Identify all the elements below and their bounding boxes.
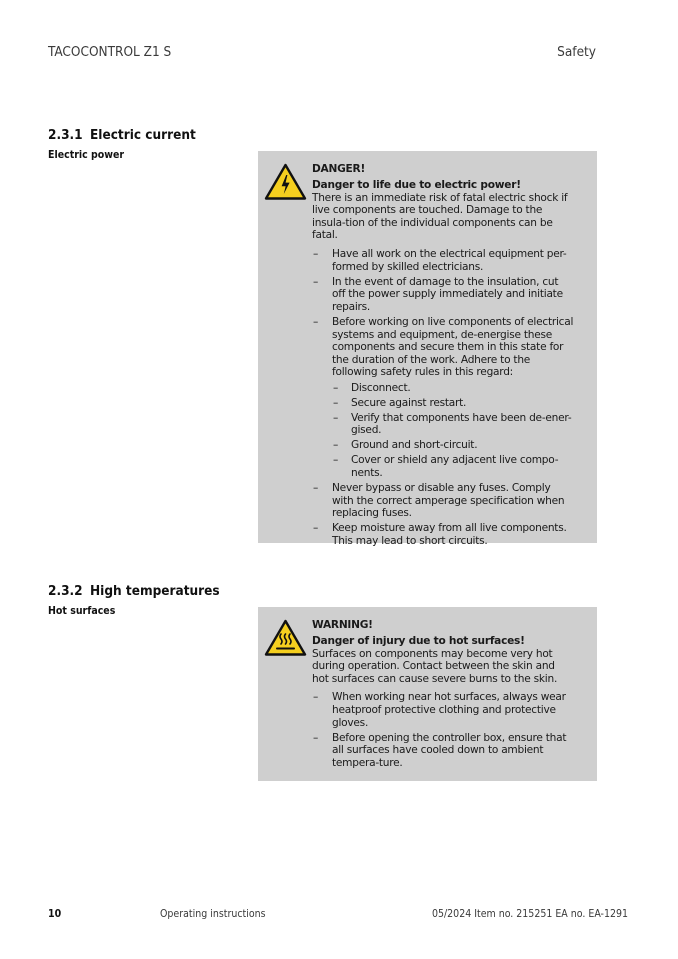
section-heading-high-temperatures bbox=[48, 583, 220, 599]
section-title: High temperatures bbox=[90, 583, 220, 599]
signal-word: WARNING! bbox=[312, 619, 373, 631]
warning-content bbox=[312, 619, 574, 772]
list-item: – Never bypass or disable any fuses. Comply with the correct amperage specification when replacing fuses. bbox=[312, 482, 574, 520]
sub-list-item: – Ground and short-circuit. bbox=[332, 439, 574, 452]
list-item: – Before working on live components of electrical systems and equipment, de-energise these components and secure them in this state for the duration of the work. Adhere to the following safety rules in this regard: – Disconnect. – Secure against restart. – Verify that components have been de-ener-gised. – Ground and short-circuit. – Cover or shield any adjacent live compo-nents. bbox=[312, 316, 574, 480]
header-product: TACOCONTROL Z1 S bbox=[48, 44, 172, 60]
signal-word: DANGER! bbox=[312, 163, 366, 175]
hazard-title: Danger to life due to electric power! bbox=[312, 179, 521, 192]
list-item: – Keep moisture away from all live components. This may lead to short circuits. bbox=[312, 522, 574, 547]
subsection-title: Hot surfaces bbox=[48, 605, 116, 617]
danger-content bbox=[312, 163, 574, 550]
safety-measures-list bbox=[312, 248, 574, 548]
list-item: – When working near hot surfaces, always wear heatproof protective clothing and protective gloves. bbox=[312, 691, 574, 729]
sub-list-item: – Secure against restart. bbox=[332, 397, 574, 410]
hazard-description: Surfaces on components may become very hot during operation. Contact between the skin and hot surfaces can cause severe burns to the skin. bbox=[312, 647, 558, 685]
section-number: 2.3.2 bbox=[48, 583, 83, 599]
list-item: – In the event of damage to the insulation, cut off the power supply immediately and initiate repairs. bbox=[312, 276, 574, 314]
sub-list-item: – Verify that components have been de-ener-gised. bbox=[332, 412, 574, 437]
list-item: – Have all work on the electrical equipment per-formed by skilled electricians. bbox=[312, 248, 574, 273]
warning-safety-box bbox=[258, 607, 597, 781]
section-number: 2.3.1 bbox=[48, 127, 83, 143]
safety-measures-list bbox=[312, 691, 574, 769]
footer-page-number: 10 bbox=[48, 908, 62, 920]
hot-surface-icon bbox=[264, 619, 307, 657]
footer-item-info: 05/2024 Item no. 215251 EA no. EA-1291 bbox=[431, 908, 628, 920]
header-chapter: Safety bbox=[557, 44, 596, 60]
footer-doc-type: Operating instructions bbox=[160, 908, 266, 920]
electric-hazard-icon bbox=[264, 163, 307, 201]
section-heading-electric-current bbox=[48, 127, 196, 143]
safety-rules-sublist bbox=[332, 382, 574, 480]
hazard-title: Danger of injury due to hot surfaces! bbox=[312, 635, 525, 648]
hazard-description: There is an immediate risk of fatal electric shock if live components are touched. Damage to the insula-tion of the individual components can be fatal. bbox=[312, 191, 568, 242]
section-title: Electric current bbox=[90, 127, 196, 143]
subsection-title: Electric power bbox=[48, 149, 125, 161]
sub-list-item: – Cover or shield any adjacent live compo-nents. bbox=[332, 454, 574, 479]
list-item: – Before opening the controller box, ensure that all surfaces have cooled down to ambient tempera-ture. bbox=[312, 732, 574, 770]
danger-safety-box bbox=[258, 151, 597, 548]
sub-list-item: – Disconnect. bbox=[332, 382, 574, 395]
